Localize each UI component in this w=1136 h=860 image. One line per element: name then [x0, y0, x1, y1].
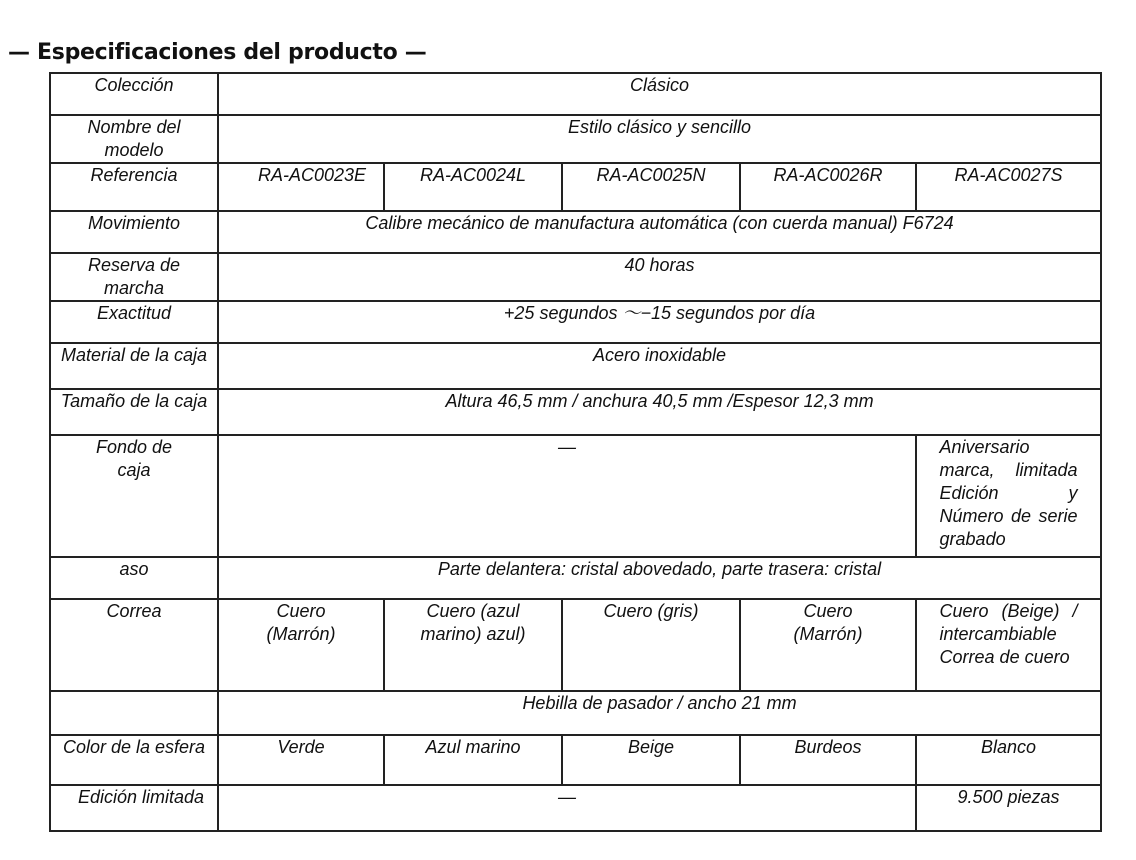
value-reserva: 40 horas [218, 253, 1101, 301]
value-exactitud: +25 segundos ～−15 segundos por día [218, 301, 1101, 343]
spec-table [49, 72, 1102, 832]
fondo-engraving-note: Aniversario marca, limitada Edición y Número de serie grabado [939, 437, 1078, 549]
label-coleccion: Colección [50, 73, 218, 115]
ref-cell: RA-AC0025N [562, 163, 740, 211]
row-aso [50, 557, 1101, 599]
label-tamano: Tamaño de la caja [50, 389, 218, 435]
value-movimiento: Calibre mecánico de manufactura automática (con cuerda manual) F6724 [218, 211, 1101, 253]
row-tamano [50, 389, 1101, 435]
row-exactitud [50, 301, 1101, 343]
value-aso: Parte delantera: cristal abovedado, parte trasera: cristal [218, 557, 1101, 599]
value-modelo: Estilo clásico y sencillo [218, 115, 1101, 163]
value-fondo: — [218, 435, 916, 557]
label-correa: Correa [50, 599, 218, 691]
value-coleccion: Clásico [218, 73, 1101, 115]
dial-cell: Azul marino [384, 735, 562, 785]
label-material: Material de la caja [50, 343, 218, 389]
dial-cell: Blanco [916, 735, 1101, 785]
value-tamano: Altura 46,5 mm / anchura 40,5 mm /Espesor 12,3 mm [218, 389, 1101, 435]
value-edicion: — [218, 785, 916, 831]
row-esfera [50, 735, 1101, 785]
value-hebilla: Hebilla de pasador / ancho 21 mm [218, 691, 1101, 735]
label-referencia: Referencia [50, 163, 218, 211]
row-edicion [50, 785, 1101, 831]
ref-cell: RA-AC0026R [740, 163, 916, 211]
row-reserva [50, 253, 1101, 301]
row-fondo [50, 435, 1101, 557]
ref-cell: RA-AC0027S [916, 163, 1101, 211]
row-hebilla [50, 691, 1101, 735]
ref-cell: RA-AC0023E [218, 163, 384, 211]
strap-cell: Cuero (Beige) / intercambiable Correa de cuero [939, 601, 1078, 667]
ref-cell: RA-AC0024L [384, 163, 562, 211]
label-modelo: Nombre del modelo [50, 115, 218, 163]
row-referencia [50, 163, 1101, 211]
label-aso: aso [50, 557, 218, 599]
value-material: Acero inoxidable [218, 343, 1101, 389]
label-movimiento: Movimiento [50, 211, 218, 253]
dial-cell: Beige [562, 735, 740, 785]
label-reserva: Reserva de marcha [50, 253, 218, 301]
row-material [50, 343, 1101, 389]
row-movimiento [50, 211, 1101, 253]
strap-cell: Cuero (azul marino) azul) [384, 599, 562, 691]
page-title: — Especificaciones del producto — [8, 40, 427, 65]
strap-cell: Cuero (gris) [562, 599, 740, 691]
row-modelo [50, 115, 1101, 163]
label-edicion: Edición limitada [50, 785, 218, 831]
dial-cell: Verde [218, 735, 384, 785]
label-fondo: Fondo de caja [50, 435, 218, 557]
label-hebilla [50, 691, 218, 735]
row-correa [50, 599, 1101, 691]
dial-cell: Burdeos [740, 735, 916, 785]
row-coleccion [50, 73, 1101, 115]
edition-pieces: 9.500 piezas [916, 785, 1101, 831]
strap-cell: Cuero (Marrón) [218, 599, 384, 691]
strap-cell: Cuero (Marrón) [740, 599, 916, 691]
label-esfera: Color de la esfera [50, 735, 218, 785]
label-exactitud: Exactitud [50, 301, 218, 343]
